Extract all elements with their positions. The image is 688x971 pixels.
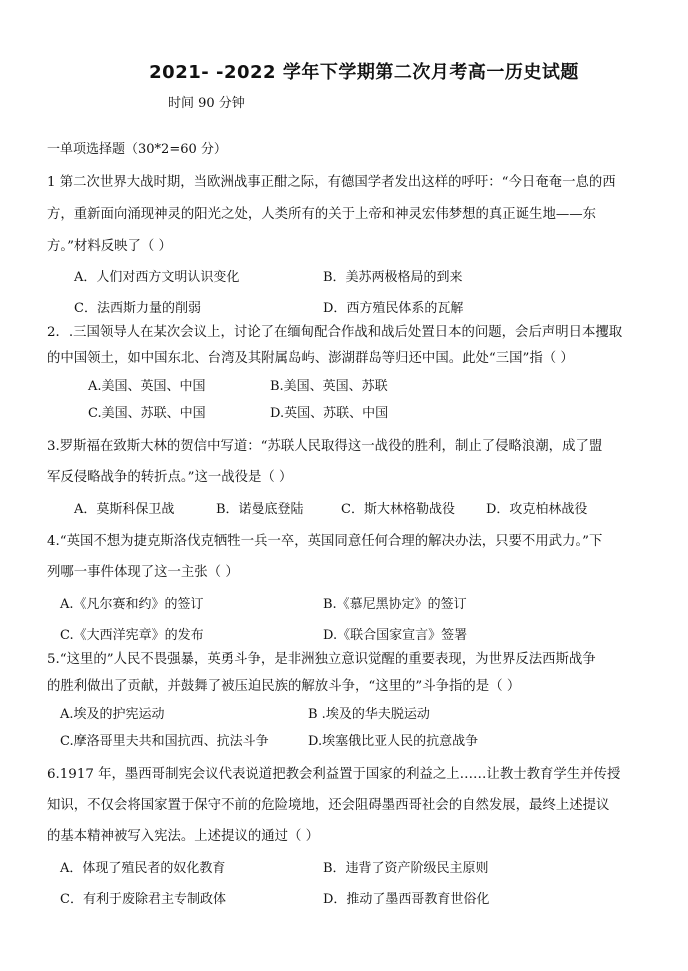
question-6-option-d[interactable]: D．推动了墨西哥教育世俗化 — [323, 892, 490, 907]
question-6-line-1: 6.1917 年，墨西哥制宪会议代表说道把教会利益置于国家的利益之上……让教士教育学生并传授 — [47, 767, 621, 782]
question-5-option-d[interactable]: D.埃塞俄比亚人民的抗意战争 — [308, 734, 479, 749]
question-1-option-d[interactable]: D．西方殖民体系的瓦解 — [323, 301, 464, 316]
question-5-option-a[interactable]: A.埃及的护宪运动 — [60, 707, 165, 722]
question-1-line-3: 方。”材料反映了（ ） — [47, 239, 172, 254]
question-4-line-1: 4.“英国不想为捷克斯洛伐克牺牲一兵一卒，英国同意任何合理的解决办法，只要不用武力。”下 — [47, 534, 603, 549]
question-4-option-b[interactable]: B.《慕尼黑协定》的签订 — [323, 597, 467, 612]
question-3-line-1: 3.罗斯福在致斯大林的贺信中写道：“苏联人民取得这一战役的胜利，制止了侵略浪潮，成了盟 — [47, 439, 603, 454]
question-4-line-2: 列哪一事件体现了这一主张（ ） — [47, 565, 239, 580]
question-1-option-a[interactable]: A．人们对西方文明认识变化 — [74, 270, 240, 285]
question-4-option-a[interactable]: A.《凡尔赛和约》的签订 — [60, 597, 204, 612]
question-3-option-d[interactable]: D．攻克柏林战役 — [486, 502, 588, 517]
question-5-option-b[interactable]: B .埃及的华夫脱运动 — [308, 707, 430, 722]
question-3-line-2: 军反侵略战争的转折点。”这一战役是（ ） — [47, 470, 293, 485]
exam-duration: 时间 90 分钟 — [168, 96, 245, 111]
question-2-line-2: 的中国领土，如中国东北、台湾及其附属岛屿、澎湖群岛等归还中国。此处“三国”指（ ） — [47, 351, 574, 366]
question-1-line-1: 1 第二次世界大战时期，当欧洲战事正酣之际，有德国学者发出这样的呼吁：“今日奄奄一息的西 — [47, 175, 616, 190]
question-2-option-d[interactable]: D.英国、苏联、中国 — [270, 406, 389, 421]
question-6-option-b[interactable]: B．违背了资产阶级民主原则 — [323, 861, 489, 876]
question-5-line-1: 5.“这里的”人民不畏强暴，英勇斗争，是非洲独立意识觉醒的重要表现，为世界反法西斯战争 — [47, 652, 596, 667]
question-2-option-c[interactable]: C.美国、苏联、中国 — [88, 406, 206, 421]
question-4-option-c[interactable]: C.《大西洋宪章》的发布 — [60, 628, 204, 643]
question-1-line-2: 方，重新面向涌现神灵的阳光之处，人类所有的关于上帝和神灵宏伟梦想的真正诞生地——东 — [47, 207, 597, 222]
question-1-option-c[interactable]: C．法西斯力量的削弱 — [74, 301, 201, 316]
question-2-option-b[interactable]: B.美国、英国、苏联 — [270, 379, 388, 394]
question-6-line-2: 知识，不仅会将国家置于保守不前的危险境地，还会阻碍墨西哥社会的自然发展，最终上述提议 — [47, 798, 610, 813]
question-6-option-a[interactable]: A．体现了殖民者的奴化教育 — [60, 861, 226, 876]
question-1-option-b[interactable]: B．美苏两极格局的到来 — [323, 270, 463, 285]
question-4-option-d[interactable]: D.《联合国家宣言》签署 — [323, 628, 468, 643]
exam-title: 2021- -2022 学年下学期第二次月考高一历史试题 — [149, 62, 579, 83]
section-title: 一单项选择题（30*2=60 分） — [47, 142, 227, 157]
question-6-line-3: 的基本精神被写入宪法。上述提议的通过（ ） — [47, 829, 320, 844]
question-3-option-a[interactable]: A．莫斯科保卫战 — [74, 502, 175, 517]
question-2-option-a[interactable]: A.美国、英国、中国 — [88, 379, 206, 394]
question-3-option-b[interactable]: B．诺曼底登陆 — [216, 502, 304, 517]
question-2-line-1: 2．.三国领导人在某次会议上，讨论了在缅甸配合作战和战后处置日本的问题，会后声明日本攫取 — [47, 325, 623, 340]
question-5-option-c[interactable]: C.摩洛哥里夫共和国抗西、抗法斗争 — [60, 734, 269, 749]
question-5-line-2: 的胜利做出了贡献，并鼓舞了被压迫民族的解放斗争，“这里的”斗争指的是（ ） — [47, 679, 521, 694]
question-6-option-c[interactable]: C．有利于废除君主专制政体 — [60, 892, 226, 907]
question-3-option-c[interactable]: C．斯大林格勒战役 — [341, 502, 455, 517]
